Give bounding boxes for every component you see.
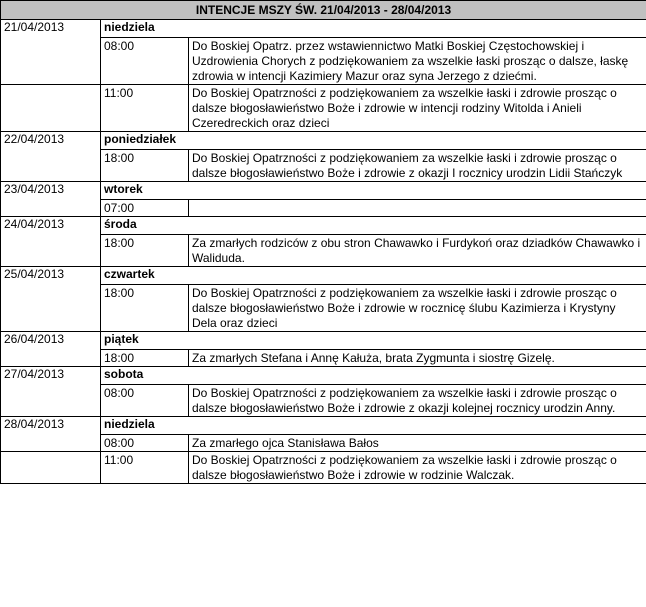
day-name: poniedziałek bbox=[101, 132, 646, 150]
mass-intention: Do Boskiej Opatrzności z podziękowaniem za wszelkie łaski i zdrowie prosząc o dalsze błogosławieństwo Boże i zdrowie w rocznicę ślubu Kazimierza i Krystyny Dela oraz dzieci bbox=[189, 285, 646, 332]
mass-time: 11:00 bbox=[101, 452, 189, 484]
mass-intention: Do Boskiej Opatrzności z podziękowaniem za wszelkie łaski i zdrowie prosząc o dalsze błogosławieństwo Boże i zdrowie w intencji rodziny Witolda i Anieli Czeredreckich oraz dzieci bbox=[189, 85, 646, 132]
day-date: 21/04/2013 bbox=[1, 20, 101, 38]
day-date: 26/04/2013 bbox=[1, 332, 101, 350]
day-name: niedziela bbox=[101, 20, 646, 38]
mass-row bbox=[1, 200, 646, 217]
day-row bbox=[1, 20, 646, 38]
day-name: sobota bbox=[101, 367, 646, 385]
day-row bbox=[1, 367, 646, 385]
day-row bbox=[1, 417, 646, 435]
page-title: INTENCJE MSZY ŚW. 21/04/2013 - 28/04/2013 bbox=[1, 1, 646, 20]
day-name: wtorek bbox=[101, 182, 646, 200]
day-row bbox=[1, 332, 646, 350]
empty-date-cell bbox=[1, 85, 101, 132]
mass-row bbox=[1, 435, 646, 452]
mass-intention: Za zmarłych Stefana i Annę Kałuża, brata Zygmunta i siostrę Gizelę. bbox=[189, 350, 646, 367]
mass-time: 08:00 bbox=[101, 38, 189, 85]
day-date: 22/04/2013 bbox=[1, 132, 101, 150]
day-name: czwartek bbox=[101, 267, 646, 285]
mass-time: 11:00 bbox=[101, 85, 189, 132]
table-body bbox=[1, 1, 646, 484]
mass-intention: Do Boskiej Opatrzności z podziękowaniem za wszelkie łaski i zdrowie prosząc o dalsze błogosławieństwo Boże i zdrowie z okazji kolejnej rocznicy urodzin Anny. bbox=[189, 385, 646, 417]
mass-time: 08:00 bbox=[101, 385, 189, 417]
mass-time: 18:00 bbox=[101, 285, 189, 332]
day-name: niedziela bbox=[101, 417, 646, 435]
day-row bbox=[1, 132, 646, 150]
mass-time: 07:00 bbox=[101, 200, 189, 217]
empty-date-cell bbox=[1, 235, 101, 267]
empty-date-cell bbox=[1, 285, 101, 332]
mass-intention: Do Boskiej Opatrz. przez wstawiennictwo Matki Boskiej Częstochowskiej i Uzdrowienia Chorych z podziękowaniem za wszelkie łaski prosząc o dalsze, łaskę zdrowia w intencji Kazimiery Mazur oraz syna Jerzego z dziećmi. bbox=[189, 38, 646, 85]
day-name: piątek bbox=[101, 332, 646, 350]
mass-row bbox=[1, 452, 646, 484]
day-row bbox=[1, 182, 646, 200]
day-date: 23/04/2013 bbox=[1, 182, 101, 200]
mass-row bbox=[1, 350, 646, 367]
mass-row bbox=[1, 285, 646, 332]
mass-time: 18:00 bbox=[101, 350, 189, 367]
mass-row bbox=[1, 38, 646, 85]
empty-date-cell bbox=[1, 350, 101, 367]
mass-row bbox=[1, 235, 646, 267]
mass-intention: Za zmarłych rodziców z obu stron Chawawko i Furdykoń oraz dziadków Chawawko i Waliduda. bbox=[189, 235, 646, 267]
mass-intention: Do Boskiej Opatrzności z podziękowaniem za wszelkie łaski i zdrowie prosząc o dalsze błogosławieństwo Boże i zdrowie z okazji I rocznicy urodzin Lidii Stańczyk bbox=[189, 150, 646, 182]
day-row bbox=[1, 267, 646, 285]
day-name: środa bbox=[101, 217, 646, 235]
title-row bbox=[1, 1, 646, 20]
day-date: 24/04/2013 bbox=[1, 217, 101, 235]
mass-time: 18:00 bbox=[101, 150, 189, 182]
day-date: 28/04/2013 bbox=[1, 417, 101, 435]
empty-date-cell bbox=[1, 200, 101, 217]
empty-date-cell bbox=[1, 435, 101, 452]
day-date: 25/04/2013 bbox=[1, 267, 101, 285]
mass-intention bbox=[189, 200, 646, 217]
mass-row bbox=[1, 150, 646, 182]
empty-date-cell bbox=[1, 38, 101, 85]
mass-time: 18:00 bbox=[101, 235, 189, 267]
mass-intention: Za zmarłego ojca Stanisława Bałos bbox=[189, 435, 646, 452]
empty-date-cell bbox=[1, 452, 101, 484]
mass-row bbox=[1, 85, 646, 132]
day-row bbox=[1, 217, 646, 235]
empty-date-cell bbox=[1, 150, 101, 182]
empty-date-cell bbox=[1, 385, 101, 417]
mass-intention: Do Boskiej Opatrzności z podziękowaniem za wszelkie łaski i zdrowie prosząc o dalsze błogosławieństwo Boże i zdrowie w rodzinie Walczak. bbox=[189, 452, 646, 484]
mass-time: 08:00 bbox=[101, 435, 189, 452]
day-date: 27/04/2013 bbox=[1, 367, 101, 385]
mass-row bbox=[1, 385, 646, 417]
